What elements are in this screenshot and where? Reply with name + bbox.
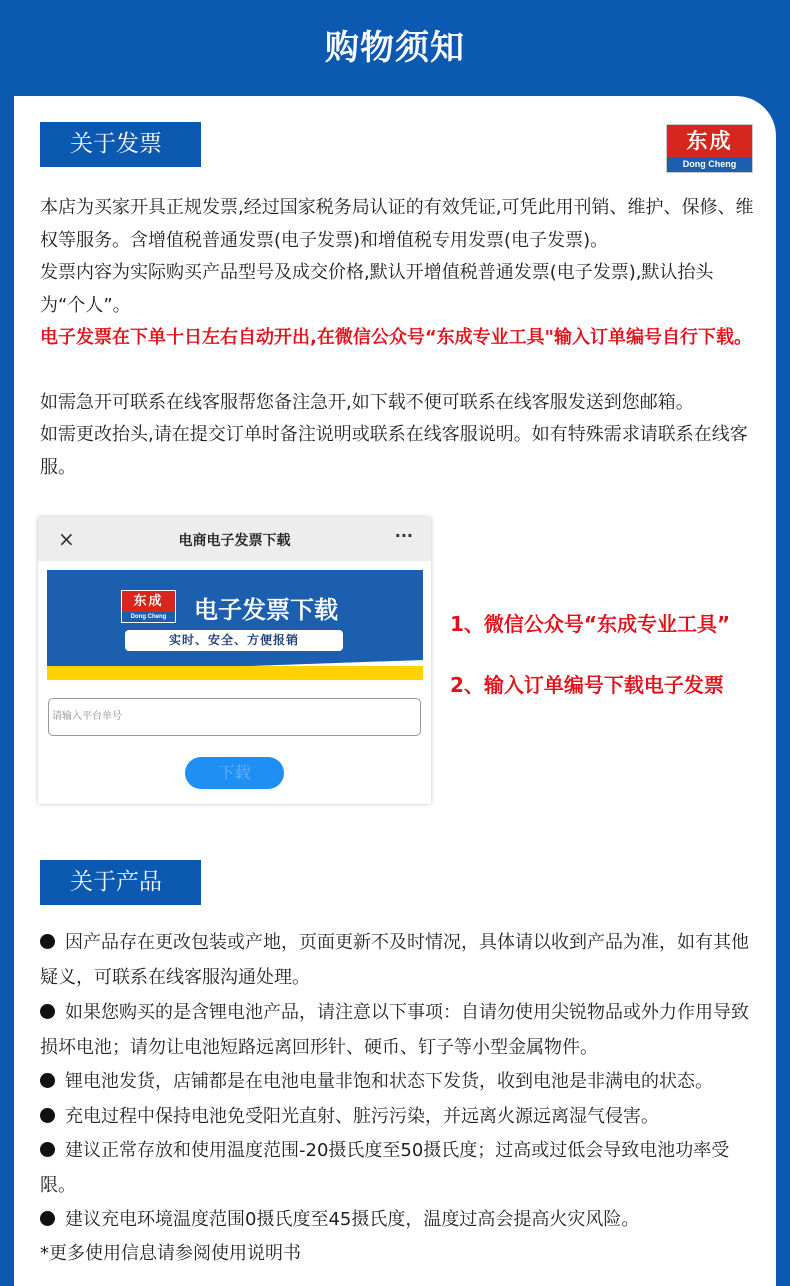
download-button: 下载 (185, 757, 284, 789)
bullet-text: 因产品存在更改包装或产地，页面更新不及时情况，具体请以收到产品为准，如有其他疑义，可联系在线客服沟通处理。 (40, 932, 749, 988)
product-bullet (40, 1099, 758, 1134)
bullet-dot-icon (40, 1073, 55, 1088)
bullet-dot-icon (40, 1211, 55, 1226)
page-title: 购物须知 (325, 28, 465, 68)
banner-logo-en: Dong Cheng (122, 612, 175, 622)
banner-yellow-stripe (47, 666, 423, 680)
invoice-paragraph-red: 电子发票在下单十日左右自动开出,在微信公众号“东成专业工具"输入订单编号自行下载。 (40, 327, 753, 348)
invoice-paragraph-5: 如需更改抬头,请在提交订单时备注说明或联系在线客服说明。如有特殊需求请联系在线客服。 (40, 424, 748, 478)
footnote: *更多使用信息请参阅使用说明书 (40, 1243, 301, 1264)
invoice-banner (47, 570, 423, 680)
bullet-text: 如果您购买的是含锂电池产品，请注意以下事项：自请勿使用尖锐物品或外力作用导致损坏电池；请勿让电池短路远离回形针、硬币、钉子等小型金属物件。 (40, 1002, 749, 1058)
close-icon: × (58, 527, 75, 551)
phone-title-bar (38, 517, 431, 561)
banner-subtitle: 实时、安全、方便报销 (125, 630, 343, 651)
banner-logo (121, 590, 176, 623)
step-2: 2、输入订单编号下载电子发票 (450, 673, 724, 697)
product-bullet (40, 1202, 758, 1237)
product-section-heading: 关于产品 (40, 860, 201, 905)
phone-screenshot (38, 517, 431, 804)
bullet-dot-icon (40, 934, 55, 949)
dongcheng-logo (666, 124, 753, 173)
bullet-text: 锂电池发货，店铺都是在电池电量非饱和状态下发货，收到电池是非满电的状态。 (65, 1071, 713, 1092)
product-bullet (40, 925, 758, 995)
invoice-section-heading: 关于发票 (40, 122, 201, 167)
phone-page-title: 电商电子发票下载 (178, 533, 291, 549)
invoice-paragraph-2: 发票内容为实际购买产品型号及成交价格,默认开增值税普通发票(电子发票),默认抬头为“个人”。 (40, 262, 714, 316)
bullet-text: 建议充电环境温度范围0摄氏度至45摄氏度，温度过高会提高火灾风险。 (65, 1209, 640, 1230)
logo-cn-text: 东成 (667, 125, 752, 157)
bullet-dot-icon (40, 1108, 55, 1123)
bullet-dot-icon (40, 1004, 55, 1019)
product-bullet (40, 1133, 758, 1203)
banner-logo-cn: 东成 (122, 591, 175, 612)
bullet-text: 建议正常存放和使用温度范围-20摄氏度至50摄氏度；过高或过低会导致电池功率受限。 (40, 1140, 730, 1196)
invoice-paragraph-1: 本店为买家开具正规发票,经过国家税务局认证的有效凭证,可凭此用刊销、维护、保修、维权等服务。含增值税普通发票(电子发票)和增值税专用发票(电子发票)。 (40, 197, 754, 251)
logo-en-text: Dong Cheng (667, 157, 752, 172)
order-number-input: 请输入平台单号 (48, 698, 421, 736)
invoice-paragraph-4: 如需急开可联系在线客服帮您备注急开,如下载不便可联系在线客服发送到您邮箱。 (40, 392, 694, 413)
bullet-text: 充电过程中保持电池免受阳光直射、脏污污染，并远离火源远离湿气侵害。 (65, 1106, 659, 1127)
product-bullet (40, 995, 758, 1065)
banner-title: 电子发票下载 (194, 596, 338, 624)
product-bullet (40, 1064, 758, 1099)
more-icon: ··· (394, 526, 413, 545)
bullet-dot-icon (40, 1142, 55, 1157)
step-1: 1、微信公众号“东成专业工具” (450, 612, 731, 636)
